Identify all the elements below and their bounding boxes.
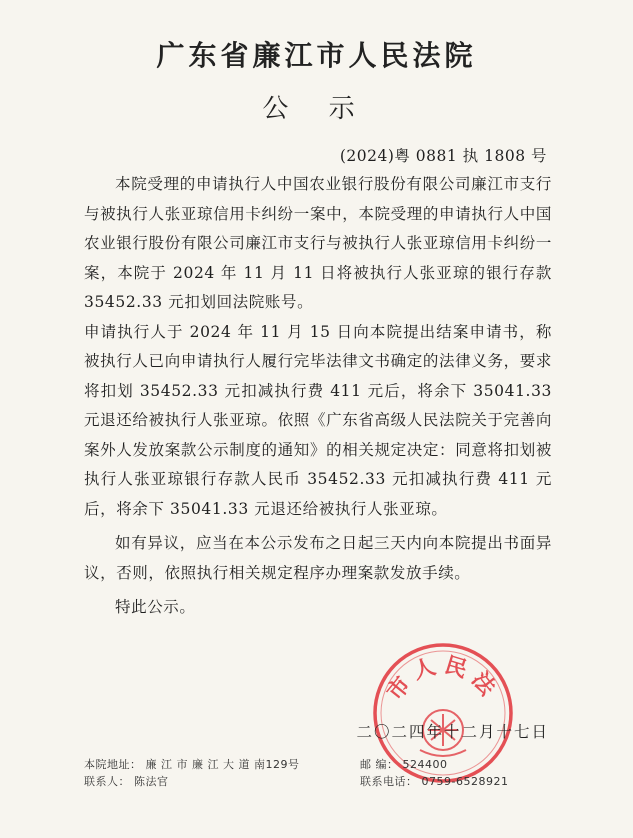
- address-label: 本院地址：: [84, 758, 142, 771]
- paragraph-3: 如有异议，应当在本公示发布之日起三天内向本院提出书面异议，否则，依照执行相关规定程序办理案款发放手续。: [84, 534, 552, 582]
- footer-right: [360, 756, 508, 790]
- court-address: 廉 江 市 廉 江 大 道 南129号: [145, 758, 300, 771]
- paragraph-4: 特此公示。: [115, 598, 196, 616]
- case-number: (2024)粤 0881 执 1808 号: [339, 147, 547, 165]
- court-name: 广东省廉江市人民法院: [156, 39, 477, 72]
- paragraph-2: 申请执行人于 2024 年 11 月 15 日向本院提出结案申请书，称被执行人已向申请执行人履行完毕法律文书确定的法律义务，要求将扣划 35452.33 元扣减执行费 411 元后，将余下 35041.33 元退还给被执行人张亚琼。依照《广东省高级人民法院关于完善向案外人发放案款公示制度的通知》的相关规定决定：同意将扣划被执行人张亚琼银行存款人民币 35452.33 元扣减执行费 411 元后，将余下 35041.33 元退还给被执行人张亚琼。: [84, 322, 552, 518]
- contact-person: 陈法官: [134, 775, 169, 788]
- postcode-label: 邮 编：: [360, 758, 399, 771]
- phone-number: 0759-6528921: [421, 775, 509, 788]
- notice-date: 二〇二四年十二月十七日: [356, 723, 549, 741]
- notice-body: [84, 170, 552, 623]
- postcode: 524400: [402, 758, 448, 771]
- footer-left: [84, 756, 299, 790]
- contact-label: 联系人：: [84, 775, 130, 788]
- notice-title: 公 示: [262, 94, 371, 124]
- paragraph-1: 本院受理的申请执行人中国农业银行股份有限公司廉江市支行与被执行人张亚琼信用卡纠纷一案中，本院受理的申请执行人中国农业银行股份有限公司廉江市支行与被执行人张亚琼信用卡纠纷一案，本院于 2024 年 11 月 11 日将被执行人张亚琼的银行存款 35452.33 元扣划回法院账号。: [84, 175, 552, 311]
- seal-text: 市人民法: [381, 651, 505, 706]
- phone-label: 联系电话：: [360, 775, 418, 788]
